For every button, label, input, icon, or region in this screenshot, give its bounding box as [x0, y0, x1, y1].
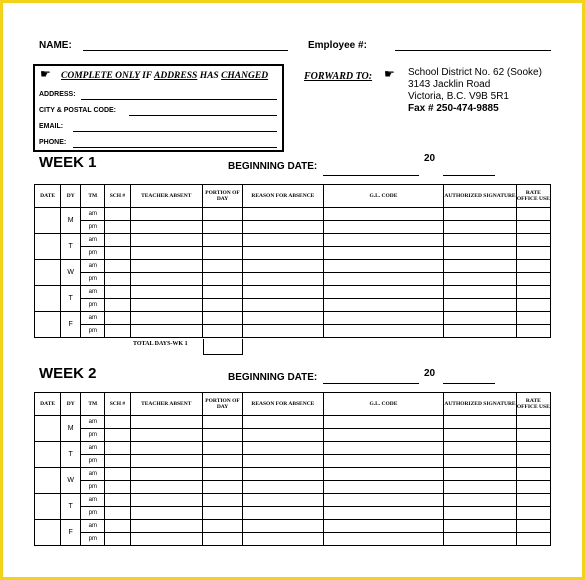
table-row — [35, 429, 551, 442]
column-header: SCH # — [105, 185, 130, 208]
entry-cell[interactable] — [323, 481, 444, 494]
entry-cell[interactable] — [444, 273, 516, 286]
entry-cell[interactable] — [444, 494, 516, 507]
table-row — [35, 481, 551, 494]
column-header: TEACHER ABSENT — [130, 393, 202, 416]
entry-cell[interactable] — [130, 507, 202, 520]
entry-cell[interactable] — [243, 494, 323, 507]
entry-cell[interactable] — [105, 533, 130, 546]
entry-cell[interactable] — [516, 455, 550, 468]
entry-cell[interactable] — [202, 273, 242, 286]
table-row — [35, 520, 551, 533]
time-cell: am — [81, 520, 105, 533]
column-header: REASON FOR ABSENCE — [243, 393, 323, 416]
entry-cell[interactable] — [105, 455, 130, 468]
entry-cell[interactable] — [105, 416, 130, 429]
entry-cell[interactable] — [444, 260, 516, 273]
entry-cell[interactable] — [243, 286, 323, 299]
week-1-table — [34, 184, 551, 338]
entry-cell[interactable] — [202, 455, 242, 468]
entry-cell[interactable] — [516, 221, 550, 234]
entry-cell[interactable] — [516, 507, 550, 520]
entry-cell[interactable] — [243, 247, 323, 260]
employee-number-field[interactable] — [395, 50, 551, 51]
table-row — [35, 273, 551, 286]
entry-cell[interactable] — [130, 208, 202, 221]
entry-cell[interactable] — [105, 325, 130, 338]
entry-cell[interactable] — [243, 468, 323, 481]
entry-cell[interactable] — [105, 312, 130, 325]
entry-cell[interactable] — [202, 468, 242, 481]
entry-cell[interactable] — [243, 260, 323, 273]
entry-cell[interactable] — [243, 221, 323, 234]
entry-cell[interactable] — [105, 429, 130, 442]
entry-cell[interactable] — [516, 260, 550, 273]
entry-cell[interactable] — [243, 533, 323, 546]
table-row — [35, 234, 551, 247]
entry-cell[interactable] — [323, 455, 444, 468]
entry-cell[interactable] — [323, 312, 444, 325]
entry-cell[interactable] — [105, 260, 130, 273]
column-header: REASON FOR ABSENCE — [243, 185, 323, 208]
entry-cell[interactable] — [130, 312, 202, 325]
entry-cell[interactable] — [323, 286, 444, 299]
entry-cell[interactable] — [105, 247, 130, 260]
entry-cell[interactable] — [444, 247, 516, 260]
entry-cell[interactable] — [323, 507, 444, 520]
column-header: TM — [81, 185, 105, 208]
table-row — [35, 416, 551, 429]
time-cell: am — [81, 442, 105, 455]
entry-cell[interactable] — [105, 494, 130, 507]
date-cell[interactable] — [35, 520, 61, 546]
week-2-title: WEEK 2 — [39, 365, 97, 382]
entry-cell[interactable] — [323, 429, 444, 442]
time-cell: pm — [81, 507, 105, 520]
entry-cell[interactable] — [105, 520, 130, 533]
time-cell: am — [81, 416, 105, 429]
column-header: DY — [61, 185, 81, 208]
time-cell: am — [81, 468, 105, 481]
date-cell[interactable] — [35, 468, 61, 494]
entry-cell[interactable] — [202, 286, 242, 299]
entry-cell[interactable] — [516, 286, 550, 299]
entry-cell[interactable] — [105, 442, 130, 455]
entry-cell[interactable] — [105, 299, 130, 312]
date-cell[interactable] — [35, 208, 61, 234]
table-header-row — [35, 185, 551, 208]
time-cell: pm — [81, 481, 105, 494]
entry-cell[interactable] — [516, 429, 550, 442]
week-1-date-field[interactable] — [323, 175, 419, 176]
table-row — [35, 312, 551, 325]
column-header: DY — [61, 393, 81, 416]
entry-cell[interactable] — [323, 494, 444, 507]
time-cell: pm — [81, 533, 105, 546]
entry-cell[interactable] — [202, 208, 242, 221]
entry-cell[interactable] — [105, 468, 130, 481]
table-row — [35, 286, 551, 299]
entry-cell[interactable] — [202, 416, 242, 429]
entry-cell[interactable] — [444, 455, 516, 468]
date-cell[interactable] — [35, 260, 61, 286]
entry-cell[interactable] — [516, 208, 550, 221]
entry-cell[interactable] — [130, 442, 202, 455]
day-cell: M — [61, 208, 81, 234]
column-header: SCH # — [105, 393, 130, 416]
entry-cell[interactable] — [130, 481, 202, 494]
entry-cell[interactable] — [444, 221, 516, 234]
time-cell: pm — [81, 221, 105, 234]
time-cell: pm — [81, 325, 105, 338]
entry-cell[interactable] — [202, 325, 242, 338]
entry-cell[interactable] — [444, 312, 516, 325]
entry-cell[interactable] — [444, 286, 516, 299]
pointing-hand-icon: ☛ — [384, 67, 395, 81]
entry-cell[interactable] — [243, 455, 323, 468]
phone-label: PHONE: — [39, 139, 67, 146]
entry-cell[interactable] — [516, 442, 550, 455]
entry-cell[interactable] — [130, 299, 202, 312]
phone-field[interactable] — [73, 147, 277, 148]
entry-cell[interactable] — [444, 507, 516, 520]
entry-cell[interactable] — [444, 299, 516, 312]
column-header: G.L. CODE — [323, 185, 444, 208]
day-cell: F — [61, 312, 81, 338]
time-cell: am — [81, 312, 105, 325]
entry-cell[interactable] — [323, 325, 444, 338]
entry-cell[interactable] — [516, 520, 550, 533]
day-cell: F — [61, 520, 81, 546]
entry-cell[interactable] — [243, 299, 323, 312]
table-row — [35, 468, 551, 481]
date-cell[interactable] — [35, 416, 61, 442]
time-cell: am — [81, 494, 105, 507]
entry-cell[interactable] — [243, 208, 323, 221]
entry-cell[interactable] — [516, 481, 550, 494]
email-field[interactable] — [73, 131, 277, 132]
time-cell: am — [81, 260, 105, 273]
day-cell: W — [61, 468, 81, 494]
entry-cell[interactable] — [516, 299, 550, 312]
table-row — [35, 247, 551, 260]
date-cell[interactable] — [35, 494, 61, 520]
entry-cell[interactable] — [202, 299, 242, 312]
column-header: TM — [81, 393, 105, 416]
entry-cell[interactable] — [130, 286, 202, 299]
entry-cell[interactable] — [516, 494, 550, 507]
city-postal-label: CITY & POSTAL CODE: — [39, 107, 117, 114]
entry-cell[interactable] — [130, 533, 202, 546]
entry-cell[interactable] — [516, 533, 550, 546]
entry-cell[interactable] — [243, 429, 323, 442]
table-row — [35, 299, 551, 312]
entry-cell[interactable] — [105, 286, 130, 299]
week-2-year-field[interactable] — [443, 383, 495, 384]
entry-cell[interactable] — [202, 260, 242, 273]
entry-cell[interactable] — [105, 273, 130, 286]
date-cell[interactable] — [35, 286, 61, 312]
entry-cell[interactable] — [444, 468, 516, 481]
address-field[interactable] — [81, 99, 277, 100]
name-field[interactable] — [83, 50, 288, 51]
entry-cell[interactable] — [202, 442, 242, 455]
entry-cell[interactable] — [323, 234, 444, 247]
table-row — [35, 221, 551, 234]
entry-cell[interactable] — [444, 416, 516, 429]
entry-cell[interactable] — [243, 520, 323, 533]
entry-cell[interactable] — [444, 234, 516, 247]
entry-cell[interactable] — [516, 234, 550, 247]
entry-cell[interactable] — [130, 494, 202, 507]
week-1-year-field[interactable] — [443, 175, 495, 176]
week-2-date-field[interactable] — [323, 383, 419, 384]
entry-cell[interactable] — [444, 520, 516, 533]
entry-cell[interactable] — [243, 507, 323, 520]
entry-cell[interactable] — [202, 494, 242, 507]
name-label: NAME: — [39, 40, 72, 51]
forward-address: School District No. 62 (Sooke) 3143 Jacklin Road Victoria, B.C. V9B 5R1 Fax # 250-474-9885 — [408, 67, 542, 114]
column-header: G.L. CODE — [323, 393, 444, 416]
column-header: AUTHORIZED SIGNATURE — [444, 185, 516, 208]
entry-cell[interactable] — [444, 481, 516, 494]
entry-cell[interactable] — [202, 234, 242, 247]
time-cell: am — [81, 286, 105, 299]
pointing-hand-icon: ☛ — [40, 67, 51, 81]
column-header: PORTION OF DAY — [202, 393, 242, 416]
entry-cell[interactable] — [323, 273, 444, 286]
column-header: DATE — [35, 185, 61, 208]
address-box-title: COMPLETE ONLY IF ADDRESS HAS CHANGED — [61, 71, 269, 81]
table-row — [35, 494, 551, 507]
table-header-row — [35, 393, 551, 416]
entry-cell[interactable] — [243, 325, 323, 338]
day-cell: W — [61, 260, 81, 286]
entry-cell[interactable] — [516, 273, 550, 286]
entry-cell[interactable] — [444, 533, 516, 546]
column-header: DATE — [35, 393, 61, 416]
week-1-total-days-label: TOTAL DAYS-WK 1 — [133, 341, 188, 347]
entry-cell[interactable] — [444, 325, 516, 338]
entry-cell[interactable] — [243, 416, 323, 429]
entry-cell[interactable] — [130, 325, 202, 338]
entry-cell[interactable] — [105, 234, 130, 247]
entry-cell[interactable] — [202, 221, 242, 234]
entry-cell[interactable] — [130, 520, 202, 533]
entry-cell[interactable] — [516, 312, 550, 325]
entry-cell[interactable] — [105, 221, 130, 234]
time-cell: am — [81, 234, 105, 247]
week-1-beginning-date-label: BEGINNING DATE: — [228, 161, 318, 172]
entry-cell[interactable] — [130, 247, 202, 260]
entry-cell[interactable] — [202, 481, 242, 494]
city-postal-field[interactable] — [129, 115, 277, 116]
entry-cell[interactable] — [516, 416, 550, 429]
time-cell: pm — [81, 455, 105, 468]
day-cell: T — [61, 494, 81, 520]
table-row — [35, 325, 551, 338]
entry-cell[interactable] — [243, 273, 323, 286]
address-change-box — [33, 64, 284, 152]
day-cell: T — [61, 286, 81, 312]
entry-cell[interactable] — [323, 247, 444, 260]
entry-cell[interactable] — [323, 416, 444, 429]
entry-cell[interactable] — [130, 468, 202, 481]
week-2-year-prefix: 20 — [424, 368, 436, 379]
entry-cell[interactable] — [130, 429, 202, 442]
entry-cell[interactable] — [202, 247, 242, 260]
week-1-year-prefix: 20 — [424, 153, 436, 164]
email-label: EMAIL: — [39, 123, 64, 130]
column-header: RATE OFFICE USE — [516, 393, 550, 416]
time-cell: pm — [81, 247, 105, 260]
date-cell[interactable] — [35, 312, 61, 338]
entry-cell[interactable] — [130, 416, 202, 429]
fax-number: Fax # 250-474-9885 — [408, 103, 499, 114]
column-header: RATE OFFICE USE — [516, 185, 550, 208]
entry-cell[interactable] — [516, 468, 550, 481]
entry-cell[interactable] — [323, 468, 444, 481]
week-1-total-days-field[interactable] — [203, 339, 243, 355]
entry-cell[interactable] — [323, 520, 444, 533]
table-row — [35, 260, 551, 273]
entry-cell[interactable] — [243, 234, 323, 247]
entry-cell[interactable] — [323, 208, 444, 221]
forward-to-label: FORWARD TO: — [304, 71, 373, 82]
week-2-beginning-date-label: BEGINNING DATE: — [228, 372, 318, 383]
entry-cell[interactable] — [202, 429, 242, 442]
time-cell: pm — [81, 299, 105, 312]
time-cell: am — [81, 208, 105, 221]
week-2-table — [34, 392, 551, 546]
entry-cell[interactable] — [323, 299, 444, 312]
date-cell[interactable] — [35, 442, 61, 468]
column-header: AUTHORIZED SIGNATURE — [444, 393, 516, 416]
entry-cell[interactable] — [516, 247, 550, 260]
day-cell: T — [61, 442, 81, 468]
entry-cell[interactable] — [323, 442, 444, 455]
entry-cell[interactable] — [130, 221, 202, 234]
entry-cell[interactable] — [202, 312, 242, 325]
table-row — [35, 442, 551, 455]
entry-cell[interactable] — [444, 429, 516, 442]
time-cell: pm — [81, 429, 105, 442]
day-cell: T — [61, 234, 81, 260]
table-row — [35, 455, 551, 468]
time-cell: pm — [81, 273, 105, 286]
day-cell: M — [61, 416, 81, 442]
week-1-title: WEEK 1 — [39, 154, 97, 171]
entry-cell[interactable] — [243, 481, 323, 494]
table-row — [35, 208, 551, 221]
entry-cell[interactable] — [243, 442, 323, 455]
table-row — [35, 533, 551, 546]
entry-cell[interactable] — [105, 481, 130, 494]
address-label: ADDRESS: — [39, 91, 76, 98]
entry-cell[interactable] — [323, 260, 444, 273]
entry-cell[interactable] — [202, 533, 242, 546]
entry-cell[interactable] — [323, 221, 444, 234]
entry-cell[interactable] — [444, 208, 516, 221]
entry-cell[interactable] — [444, 442, 516, 455]
entry-cell[interactable] — [243, 312, 323, 325]
column-header: TEACHER ABSENT — [130, 185, 202, 208]
column-header: PORTION OF DAY — [202, 185, 242, 208]
entry-cell[interactable] — [105, 208, 130, 221]
employee-number-label: Employee #: — [308, 40, 367, 51]
entry-cell[interactable] — [202, 520, 242, 533]
entry-cell[interactable] — [202, 507, 242, 520]
date-cell[interactable] — [35, 234, 61, 260]
table-row — [35, 507, 551, 520]
entry-cell[interactable] — [130, 455, 202, 468]
entry-cell[interactable] — [130, 273, 202, 286]
entry-cell[interactable] — [323, 533, 444, 546]
entry-cell[interactable] — [516, 325, 550, 338]
entry-cell[interactable] — [130, 234, 202, 247]
entry-cell[interactable] — [130, 260, 202, 273]
entry-cell[interactable] — [105, 507, 130, 520]
